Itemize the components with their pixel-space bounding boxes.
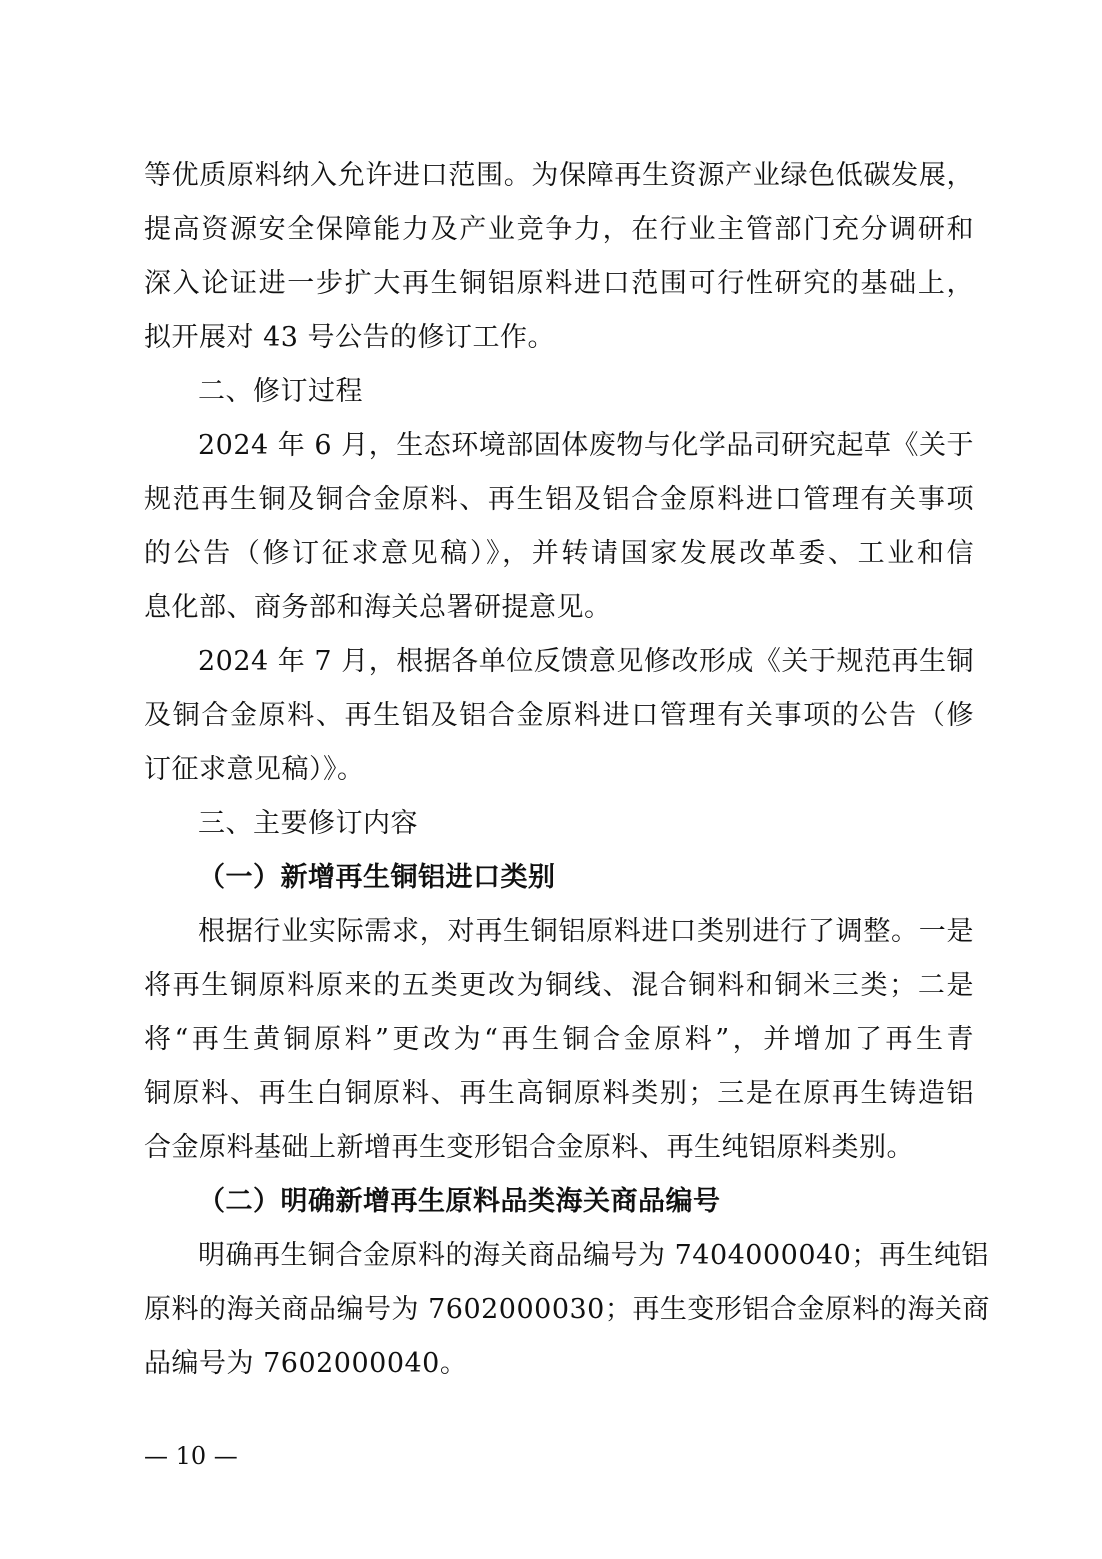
s2-p2-line-2: 及铜合金原料、再生铝及铝合金原料进口管理有关事项的公告（修 [144,700,974,731]
sub2-line-3: 品编号为 7602000040。 [144,1348,468,1379]
intro-line-4: 拟开展对 43 号公告的修订工作。 [144,322,556,353]
intro-line-2: 提高资源安全保障能力及产业竞争力，在行业主管部门充分调研和 [144,214,974,245]
sub-2-heading: （二）明确新增再生原料品类海关商品编号 [198,1186,721,1217]
sub1-line-3: 将“再生黄铜原料”更改为“再生铜合金原料”，并增加了再生青 [144,1024,974,1055]
sub1-line-1: 根据行业实际需求，对再生铜铝原料进口类别进行了调整。一是 [198,916,974,947]
s2-p1-line-3: 的公告（修订征求意见稿）》，并转请国家发展改革委、工业和信 [144,538,974,569]
section-3-heading: 三、主要修订内容 [198,808,418,839]
sub1-line-5: 合金原料基础上新增再生变形铝合金原料、再生纯铝原料类别。 [144,1132,914,1163]
s2-p2-line-3: 订征求意见稿）》。 [144,754,365,785]
sub1-line-4: 铜原料、再生白铜原料、再生高铜原料类别；三是在原再生铸造铝 [144,1078,974,1109]
intro-line-3: 深入论证进一步扩大再生铜铝原料进口范围可行性研究的基础上， [144,268,974,299]
section-2-heading: 二、修订过程 [198,376,363,407]
sub-1-heading: （一）新增再生铜铝进口类别 [198,862,556,893]
intro-line-1: 等优质原料纳入允许进口范围。为保障再生资源产业绿色低碳发展， [144,160,974,191]
sub2-line-1: 明确再生铜合金原料的海关商品编号为 7404000040；再生纯铝 [198,1240,989,1271]
s2-p1-line-4: 息化部、商务部和海关总署研提意见。 [144,592,612,623]
s2-p1-line-1: 2024 年 6 月，生态环境部固体废物与化学品司研究起草《关于 [198,430,974,461]
page-number: — 10 — [144,1442,238,1470]
s2-p2-line-1: 2024 年 7 月，根据各单位反馈意见修改形成《关于规范再生铜 [198,646,974,677]
sub2-line-2: 原料的海关商品编号为 7602000030；再生变形铝合金原料的海关商 [144,1294,990,1325]
s2-p1-line-2: 规范再生铜及铜合金原料、再生铝及铝合金原料进口管理有关事项 [144,484,974,515]
sub1-line-2: 将再生铜原料原来的五类更改为铜线、混合铜料和铜米三类；二是 [144,970,974,1001]
